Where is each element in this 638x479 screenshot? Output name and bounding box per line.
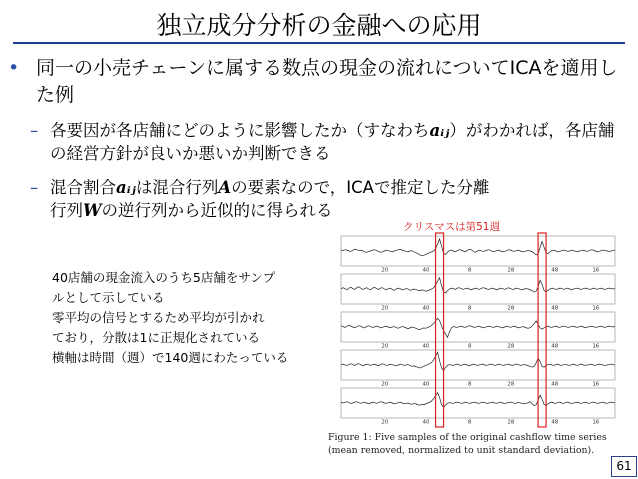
description-line: ており，分散は1に正規化されている (52, 330, 260, 345)
sub1-text-a: 各要因が各店舗にどのように影響したか（すなわち (50, 121, 430, 140)
series-line (341, 393, 615, 408)
sub1-text-b: ）がわかれば，各店舗の経営方針が良いか悪いか判断できる (50, 121, 615, 163)
dash-marker: – (30, 121, 39, 140)
page-number: 61 (611, 456, 637, 477)
description-line: 40店舗の現金流入のうち5店舗をサンプ (52, 270, 276, 285)
tick-label: 48 (551, 419, 559, 426)
tick-label: 20 (381, 419, 389, 426)
description-line: ルとして示している (52, 290, 165, 305)
sub2-math-aij: aᵢⱼ (116, 178, 136, 197)
tick-label: 28 (507, 305, 515, 312)
description-line: 零平均の信号とするため平均が引かれ (52, 310, 265, 325)
sub2-text-d: 行列 (50, 201, 83, 220)
dash-marker: – (30, 178, 39, 197)
tick-label: 48 (551, 267, 559, 274)
tick-label: 16 (592, 343, 600, 350)
tick-label: 28 (507, 419, 515, 426)
tick-label: 40 (422, 381, 430, 388)
series-line (341, 352, 615, 370)
sub2-text-e: の逆行列から近似的に得られる (101, 201, 333, 220)
cashflow-chart (333, 232, 623, 432)
tick-label: 40 (422, 419, 430, 426)
caption-line: (mean removed, normalized to unit standard deviation). (328, 445, 595, 456)
tick-label: 28 (507, 381, 515, 388)
tick-label: 8 (468, 419, 472, 426)
tick-label: 20 (381, 381, 389, 388)
slide-title: 独立成分分析の金融への応用 (156, 11, 482, 40)
sub2-math-A: A (218, 178, 232, 197)
tick-label: 48 (551, 381, 559, 388)
tick-label: 40 (422, 305, 430, 312)
tick-label: 48 (551, 343, 559, 350)
series-line (341, 278, 615, 293)
sub2-text-a: 混合割合 (50, 178, 116, 197)
tick-label: 20 (381, 305, 389, 312)
title-rule (13, 42, 625, 44)
series-panel-frame (341, 312, 615, 342)
bullet-dot: • (8, 57, 20, 79)
tick-label: 40 (422, 267, 430, 274)
description-line: 横軸は時間（週）で140週にわたっている (52, 350, 289, 365)
sub2-math-W: W (83, 201, 102, 220)
tick-label: 20 (381, 343, 389, 350)
series-line (341, 318, 615, 337)
tick-label: 8 (468, 343, 472, 350)
tick-label: 8 (468, 267, 472, 274)
figure-caption (328, 431, 623, 457)
tick-label: 20 (381, 267, 389, 274)
christmas-note: クリスマスは第51週 (403, 221, 500, 233)
sub2-text-c: の要素なので，ICAで推定した分離 (231, 178, 490, 197)
series-line (341, 239, 615, 256)
tick-label: 8 (468, 305, 472, 312)
tick-label: 16 (592, 419, 600, 426)
tick-label: 16 (592, 381, 600, 388)
tick-label: 40 (422, 343, 430, 350)
tick-label: 16 (592, 267, 600, 274)
tick-label: 28 (507, 343, 515, 350)
caption-line: Figure 1: Five samples of the original cashflow time series (328, 432, 607, 443)
tick-label: 48 (551, 305, 559, 312)
description-block (52, 268, 322, 368)
sub1-math-aij: aᵢⱼ (429, 121, 450, 140)
sub2-text-b: は混合行列 (135, 178, 219, 197)
tick-label: 16 (592, 305, 600, 312)
tick-label: 8 (468, 381, 472, 388)
tick-label: 28 (507, 267, 515, 274)
main-bullet-text: 同一の小売チェーンに属する数点の現金の流れについてICAを適用した例 (36, 57, 618, 106)
